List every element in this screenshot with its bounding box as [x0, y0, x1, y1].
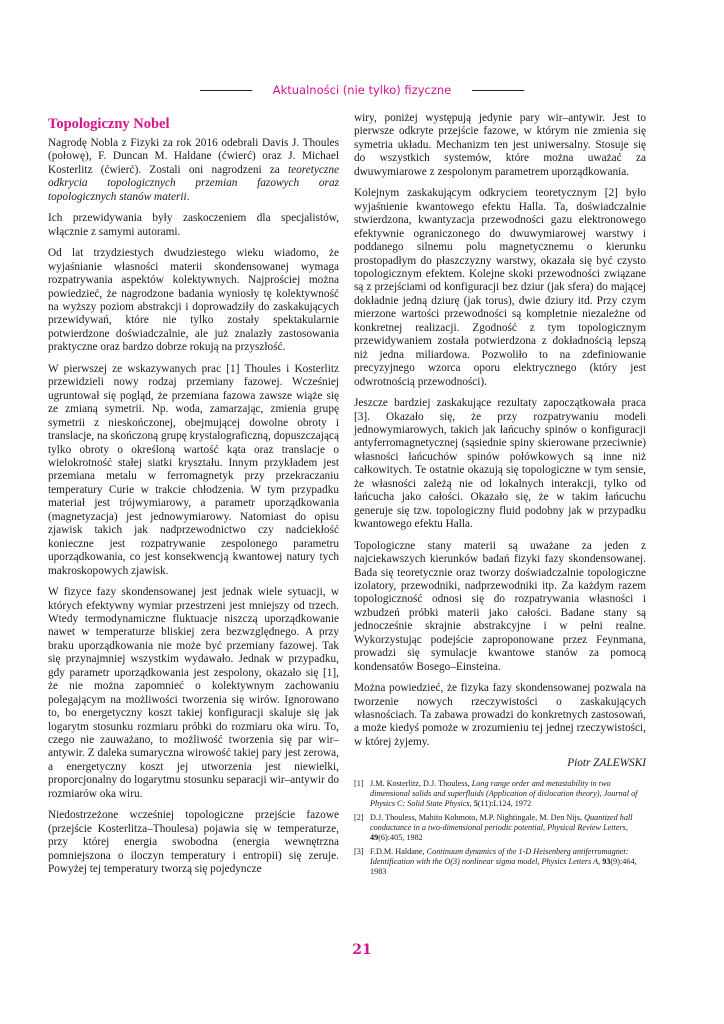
reference-authors: D.J. Thouless, Mahito Kohmoto, M.P. Nightingale, M. Den Nijs,	[370, 812, 585, 822]
paragraph: wiry, poniżej występują jedynie pary wir–antywir. Jest to pierwsze odkryte przejście fazowe, w którym nie zmienia się symetria układu. Mechanizm ten jest uniwersalny. Stosuje się do wszystkich systemów, które można uważać za dwuwymiarowe z zespolonym parametrem uporządkowania.	[354, 112, 646, 178]
reference-authors: F.D.M. Haldane,	[370, 846, 427, 856]
paragraph: Można powiedzieć, że fizyka fazy skondensowanej pozwala na tworzenie nowych rzeczywistości o zaskakujących własnościach. Ta zabawa prowadzi do konkretnych zastosowań, a może kiedyś pomoże w zrozumieniu tej jednej rzeczywistości, w której żyjemy.	[354, 682, 646, 748]
left-column	[48, 112, 339, 885]
reference-separator: ,	[537, 856, 542, 866]
reference-journal: Physical Review Letters	[547, 822, 626, 832]
reference-journal: Physics Letters A	[541, 856, 599, 866]
reference-rest: (6):405, 1982	[378, 832, 423, 842]
reference-body	[370, 779, 646, 809]
reference-body	[370, 847, 646, 877]
reference-separator: ,	[625, 822, 628, 832]
reference-journal: Journal of Physics C: Solid State Physics	[370, 788, 638, 808]
right-column	[354, 112, 646, 881]
reference-rest: (9):464, 1983	[370, 856, 637, 876]
reference-number: [3]	[354, 846, 364, 856]
reference-separator: ,	[598, 856, 603, 866]
reference-number: [1]	[354, 778, 364, 788]
header-rule-left	[200, 90, 252, 91]
reference-rest: (11):L124, 1972	[477, 798, 532, 808]
reference-title: Long range order and metastability in two dimensional solids and superfluids (Application of dislocation theory)	[370, 778, 611, 798]
paragraph: W pierwszej ze wskazywanych prac [1] Thoules i Kosterlitz przewidzieli nowy rodzaj przemiany fazowej. Wcześniej ugruntował się pogląd, że przemiana fazowa zawsze wiąże się ze zmianą symetrii. Np. woda, zamarzając, zmienia grupę symetrii z nieskończonej, obejmującej dowolne obroty i translacje, na skończoną grupę krystalograficzną, dopuszczającą tylko obroty o określoną wartość kąta oraz translacje o wielokrotność stałej siatki kryształu. Innym przykładem jest przemiana metalu w ferromagnetyk przy przekraczaniu temperatury Curie w trakcie chłodzenia. W tym przypadku materiał jest trójwymiarowy, a parametr uporządkowania (magnetyzacja) jest jednowymiarowy. Natomiast do opisu zjawisk takich jak nadprzewodnictwo czy nadciekłość konieczne jest rozpatrywanie zespolonego parametru uporządkowania, co jest konsekwencją kwantowej natury tych makroskopowych zjawisk.	[48, 362, 339, 577]
paragraph: W fizyce fazy skondensowanej jest jednak wiele sytuacji, w których efektywny wymiar przestrzeni jest mniejszy od trzech. Wtedy termodynamiczne fluktuacje niszczą uporządkowanie nawet w temperaturze bliskiej zera bezwzględnego. A przy braku uporządkowania nie może być przemiany fazowej. Tak się przynajmniej wszystkim wydawało. Jednak w przypadku, gdy parametr uporządkowania jest zespolony, okazało się [1], że nie można zapomnieć o kolektywnym zachowaniu polegającym na możliwości tworzenia się wirów. Ignorowano to, bo energetyczny koszt takiej konfiguracji skaluje się jak logarytm stosunku rozmiaru próbki do rozmiaru oka wiru. To, czego nie zauważano, to możliwość tworzenia się par wir–antywir. Z daleka sumaryczna wirowość takiej pary jest zerowa, a energetyczny koszt jej utworzenia jest niewielki, proporcjonalny do logarytmu stosunku separacji wir–antywir do rozmiarów oka wiru.	[48, 586, 339, 800]
reference-volume: 5	[473, 798, 478, 808]
running-header	[200, 80, 524, 100]
reference-title: Continuum dynamics of the 1-D Heisenberg antiferromagnet: Identification with the O(3) nonlinear sigma model	[370, 846, 629, 866]
reference-item	[354, 813, 646, 843]
paragraph: Topologiczne stany materii są uważane za jeden z najciekawszych kierunków badań fizyki fazy skondensowanej. Bada się teoretycznie oraz tworzy doświadczalnie topologiczne izolatory, przewodniki, nadprzewodniki itp. Za każdym razem topologiczność odnosi się do rozpatrywania własności i wzbudzeń próbki materii jako całości. Badane stany są jednocześnie skrajnie abstrakcyjne i w pełni realne. Wykorzystując podejście zaproponowane przez Feynmana, prowadzi się symulacje kwantowe stanów za pomocą kondensatów Bosego–Einsteina.	[354, 539, 646, 673]
paragraph-intro	[48, 137, 339, 204]
reference-separator: ,	[599, 788, 604, 798]
paragraph: Ich przewidywania były zaskoczeniem dla specjalistów, włącznie z samymi autorami.	[48, 212, 339, 238]
reference-body	[370, 813, 646, 843]
reference-number: [2]	[354, 812, 364, 822]
reference-item	[354, 847, 646, 877]
paragraph: Jeszcze bardziej zaskakujące rezultaty zapoczątkowała praca [3]. Okazało się, że przy rozpatrywaniu modeli jednowymiarowych, takich jak łańcuchy spinów o konfiguracji antyferromagnetycznej (sąsiednie spiny skierowane przeciwnie) własności łańcuchów spinów połówkowych są inne niż całkowitych. Te ostatnie okazują się topologiczne w tym sensie, że własności zależą nie od lokalnych interakcji, tylko od łańcucha jako całości. Okazało się, że w takim łańcuchu generuje się tzw. topologiczny fluid podobny jak w przypadku kwantowego efektu Halla.	[354, 397, 646, 531]
intro-citation: teoretyczne odkrycia topologicznych przemian fazowych oraz topologicznych stanów materii	[48, 163, 339, 203]
header-title: Aktualności (nie tylko) fizyczne	[272, 83, 452, 97]
references	[354, 779, 646, 877]
intro-text: Nagrodę Nobla z Fizyki za rok 2016 odebrali Davis J. Thoules (połowę), F. Duncan M. Haldane (ćwierć) oraz J. Michael Kosterlitz (ćwierć). Zostali oni nagrodzeni za	[48, 137, 339, 176]
article-title: Topologiczny Nobel	[48, 116, 170, 132]
reference-volume: 93	[602, 856, 611, 866]
paragraph: Niedostrzeżone wcześniej topologiczne przejście fazowe (przejście Kosterlitza–Thoulesa) pojawia się w temperaturze, przy której energia swobodna (energia wewnętrzna pomniejszona o iloczyn temperatury i entropii) się zeruje. Powyżej tej temperatury tworzą się pojedyncze	[48, 809, 339, 876]
reference-item	[354, 779, 646, 809]
intro-end: .	[186, 190, 190, 203]
reference-title: Quantized hall conductance in a two-dimensional periodic potential	[370, 812, 633, 832]
reference-separator: ,	[543, 822, 548, 832]
reference-volume: 49	[370, 832, 379, 842]
reference-authors: J.M. Kosterlitz, D.J. Thouless,	[370, 778, 472, 788]
paragraph: Kolejnym zaskakującym odkryciem teoretycznym [2] było wyjaśnienie kwantowego efektu Halla. Ta, doświadczalnie stwierdzona, kwantyzacja przewodności gazu elektronowego efektywnie ograniczonego do dwuwymiarowej warstwy i poddanego silnemu polu magnetycznemu o kierunku prostopadłym do płaszczyzny warstwy, okazała się być czysto topologicznym efektem. Kolejne skoki przewodności związane są z przejściami od konfiguracji bez dziur (jak sfera) do mającej dokładnie jedną dziurę (jak torus), dwie dziury itd. Przy czym mierzone wartości przewodności są kompletnie niezależne od konkretnej realizacji. Zgodność z tym topologicznym przewidywaniem została potwierdzona z dokładnością lepszą niż jedna miliardowa. Pozwoliło to na zdefiniowanie precyzyjnego wzorca oporu elektrycznego (który jest odwrotnością przewodności).	[354, 187, 646, 388]
author-signature: Piotr ZALEWSKI	[567, 757, 646, 770]
paragraph: Od lat trzydziestych dwudziestego wieku wiadomo, że wyjaśnianie własności materii skondensowanej wymaga rozpatrywania aspektów kolektywnych. Najprościej można powiedzieć, że nagrodzone badania wyniosły tę kolektywność na wyższy poziom abstrakcji i doprowadziły do zaskakujących przewidywań, które nie tylko zostały spektakularnie potwierdzone doświadczalnie, ale już znalazły zastosowania praktyczne oraz bardzo dobrze rokują na przyszłość.	[48, 247, 339, 354]
reference-separator: ,	[469, 798, 474, 808]
header-rule-right	[472, 90, 524, 91]
page-number: 21	[352, 942, 372, 958]
